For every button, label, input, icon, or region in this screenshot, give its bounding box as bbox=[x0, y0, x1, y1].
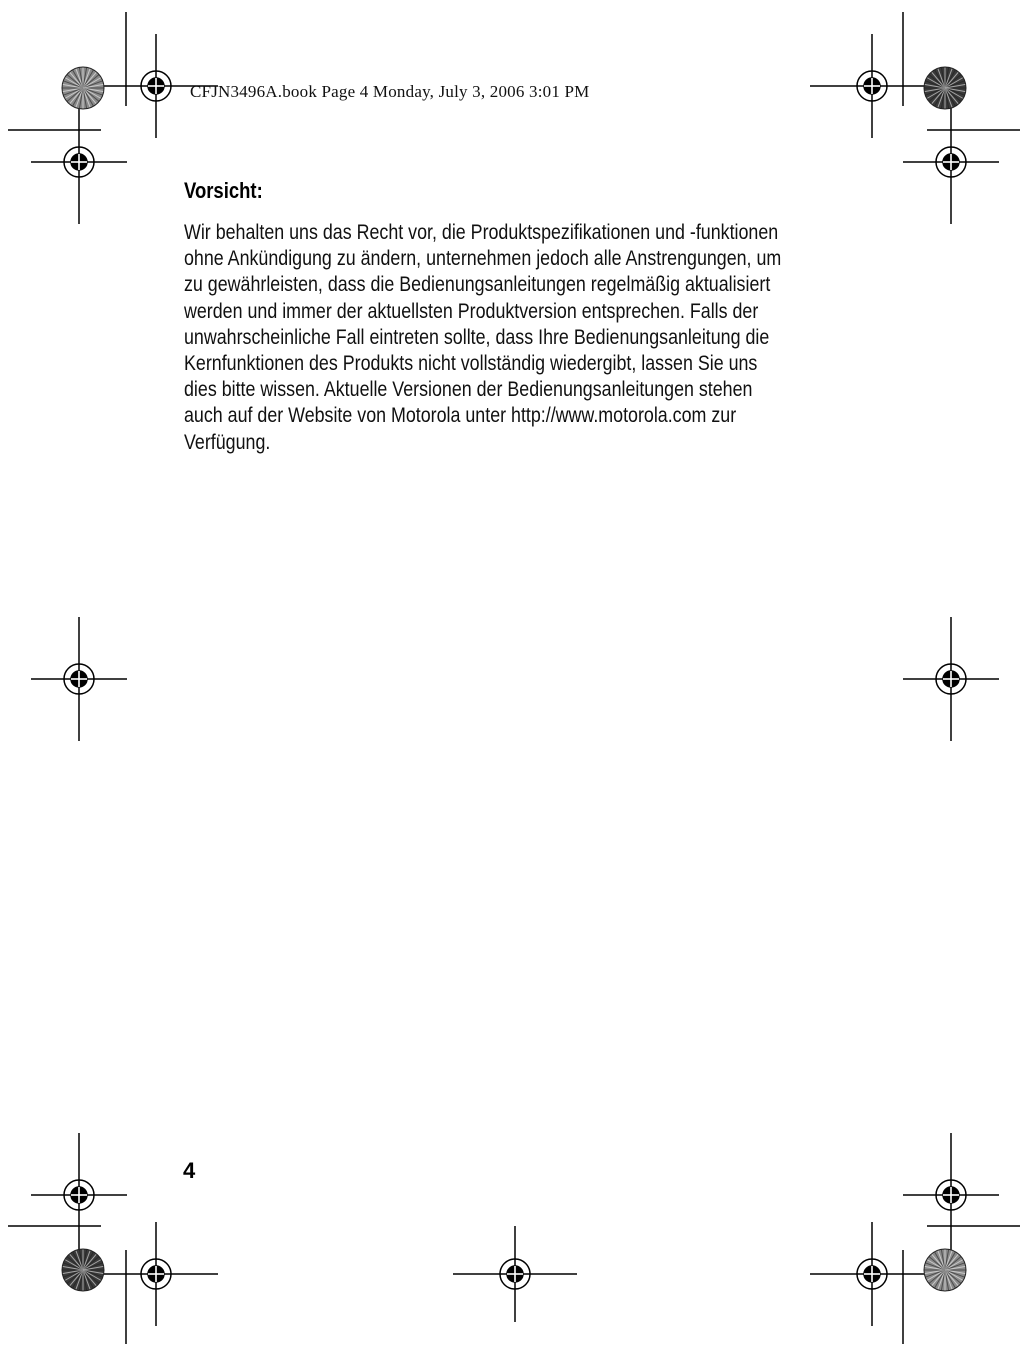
color-rosette bbox=[62, 1249, 104, 1291]
notice-line: Kernfunktionen des Produkts nicht vollständig wiedergibt, lassen Sie uns bbox=[184, 351, 758, 376]
registration-mark bbox=[453, 1226, 577, 1322]
registration-mark bbox=[903, 617, 999, 741]
notice-line: Wir behalten uns das Recht vor, die Produktspezifikationen und -funktionen bbox=[184, 220, 779, 244]
registration-mark bbox=[810, 1222, 934, 1326]
registration-mark bbox=[31, 1133, 127, 1257]
color-rosette bbox=[924, 1249, 966, 1291]
notice-line: Verfügung. bbox=[184, 429, 271, 454]
registration-mark bbox=[94, 1222, 218, 1326]
notice-paragraph bbox=[184, 219, 819, 455]
notice-line: auch auf der Website von Motorola unter http://www.motorola.com zur bbox=[184, 403, 737, 428]
registration-mark bbox=[903, 100, 999, 224]
registration-mark bbox=[31, 100, 127, 224]
notice-line: werden und immer der aktuellsten Produktversion entsprechen. Falls der bbox=[184, 298, 759, 323]
color-rosette bbox=[924, 67, 966, 109]
notice-line: ohne Ankündigung zu ändern, unternehmen jedoch alle Anstrengungen, um bbox=[184, 246, 782, 271]
notice-line: zu gewährleisten, dass die Bedienungsanleitungen regelmäßig aktualisiert bbox=[184, 272, 771, 297]
file-slug-line: CFJN3496A.book Page 4 Monday, July 3, 2006 3:01 PM bbox=[190, 82, 590, 101]
page-number: 4 bbox=[183, 1158, 196, 1183]
registration-mark bbox=[31, 617, 127, 741]
registration-mark bbox=[810, 34, 934, 138]
registration-mark bbox=[903, 1133, 999, 1257]
notice-line: dies bitte wissen. Aktuelle Versionen der Bedienungsanleitungen stehen bbox=[184, 377, 753, 402]
color-rosette bbox=[62, 67, 104, 109]
notice-line: unwahrscheinliche Fall eintreten sollte, dass Ihre Bedienungsanleitung die bbox=[184, 324, 770, 349]
notice-heading: Vorsicht: bbox=[184, 178, 263, 203]
